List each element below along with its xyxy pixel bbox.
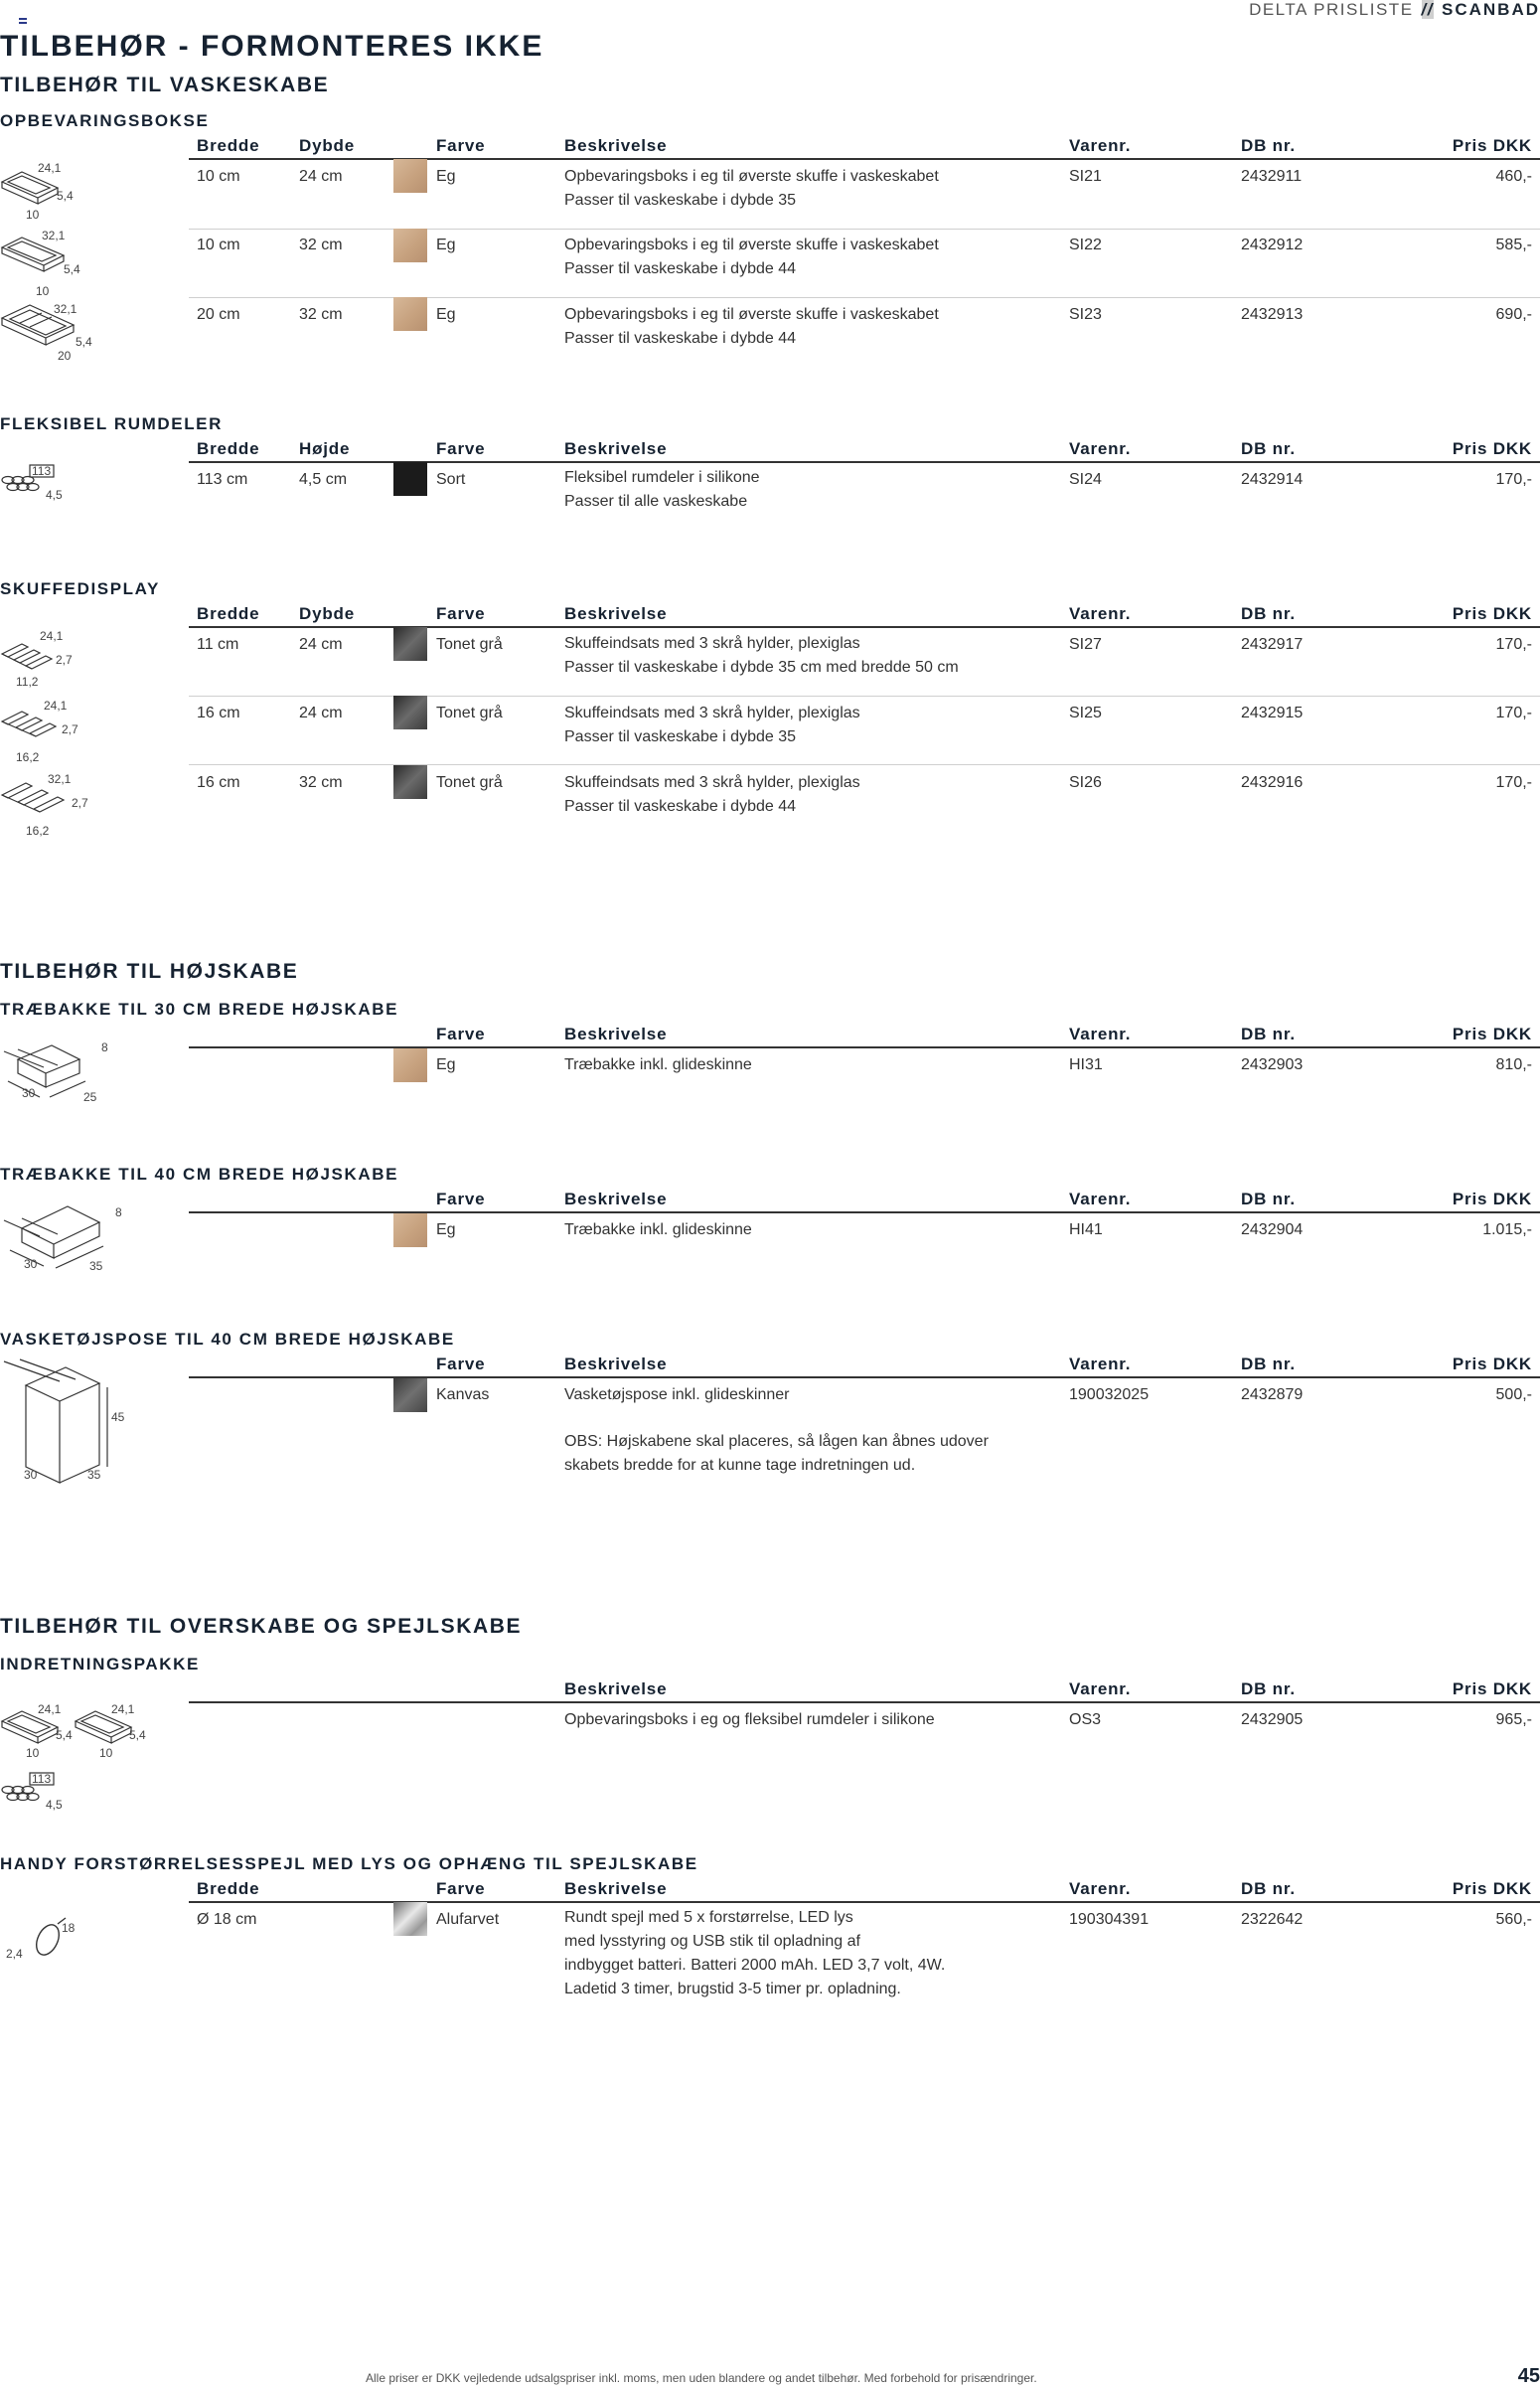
cell-bredde: 16 cm	[197, 705, 240, 721]
dim-label: 2,7	[56, 653, 73, 667]
cell-dbnr: 2432911	[1241, 168, 1303, 185]
dim-label: 16,2	[26, 824, 50, 838]
cell-hojde: 4,5 cm	[299, 471, 348, 488]
dim-label: 5,4	[76, 335, 92, 349]
col-header-beskrivelse: Beskrivelse	[564, 439, 668, 458]
col-header-beskrivelse: Beskrivelse	[564, 136, 668, 155]
dim-label: 2,4	[6, 1947, 23, 1961]
cell-varenr: HI31	[1069, 1056, 1103, 1073]
cell-farve: Eg	[436, 306, 456, 323]
table-rule	[189, 461, 1540, 463]
table-rule	[189, 1376, 1540, 1378]
dim-label: 113	[32, 464, 52, 478]
cell-desc: Fleksibel rumdeler i silikone Passer til alle vaskeskabe	[564, 469, 760, 510]
table-rule	[189, 1701, 1540, 1703]
subsection-title-vasketojspose: VASKETØJSPOSE TIL 40 CM BREDE HØJSKABE	[0, 1330, 455, 1349]
col-header-dbnr: DB nr.	[1241, 1025, 1296, 1043]
color-swatch-sort	[393, 462, 427, 496]
cell-farve: Kanvas	[436, 1386, 490, 1403]
subsection-title-traebakke-40: TRÆBAKKE TIL 40 CM BREDE HØJSKABE	[0, 1165, 399, 1184]
cell-desc: Skuffeindsats med 3 skrå hylder, plexiglas Passer til vaskeskabe i dybde 35	[564, 705, 860, 745]
dimension-diagram-vasketojspose	[0, 1357, 129, 1487]
cell-farve: Tonet grå	[436, 636, 503, 653]
col-header-pris: Pris DKK	[1452, 1879, 1532, 1898]
col-header-varenr: Varenr.	[1069, 439, 1132, 458]
cell-desc: Opbevaringsboks i eg og fleksibel rumdeler i silikone	[564, 1711, 935, 1728]
cell-dbnr: 2432916	[1241, 774, 1304, 791]
dim-label: 20	[58, 349, 72, 363]
dim-label: 4,5	[46, 1798, 63, 1812]
col-header-varenr: Varenr.	[1069, 1190, 1132, 1208]
col-header-dbnr: DB nr.	[1241, 1190, 1296, 1208]
cell-varenr: SI23	[1069, 306, 1102, 323]
col-header-varenr: Varenr.	[1069, 1025, 1132, 1043]
section-title-vaskeskabe: TILBEHØR TIL VASKESKABE	[0, 74, 330, 96]
col-header-dbnr: DB nr.	[1241, 136, 1296, 155]
dimension-diagram-traebakke-30	[0, 1037, 119, 1107]
cell-pris: 810,-	[1495, 1056, 1532, 1073]
cell-farve: Eg	[436, 1056, 456, 1073]
cell-dbnr: 2322642	[1241, 1911, 1304, 1928]
row-divider	[189, 297, 1540, 298]
cell-bredde: 10 cm	[197, 168, 240, 185]
cell-desc: Opbevaringsboks i eg til øverste skuffe i vaskeskabet Passer til vaskeskabe i dybde 44	[564, 237, 939, 277]
color-swatch-kanvas	[393, 1378, 427, 1412]
cell-farve: Eg	[436, 237, 456, 253]
dim-label: 30	[24, 1257, 38, 1271]
cell-pris: 560,-	[1495, 1911, 1532, 1928]
col-header-beskrivelse: Beskrivelse	[564, 1679, 668, 1698]
cell-pris: 690,-	[1495, 306, 1532, 323]
cell-dbnr: 2432913	[1241, 306, 1304, 323]
row-divider	[189, 696, 1540, 697]
col-header-dbnr: DB nr.	[1241, 1354, 1296, 1373]
cell-farve: Alufarvet	[436, 1911, 500, 1928]
cell-varenr: SI22	[1069, 237, 1102, 253]
col-header-hojde: Højde	[299, 439, 351, 458]
cell-pris: 460,-	[1495, 168, 1532, 185]
cell-dbnr: 2432912	[1241, 237, 1304, 253]
cell-varenr: SI26	[1069, 774, 1102, 791]
cell-dbnr: 2432879	[1241, 1386, 1304, 1403]
cell-pris: 500,-	[1495, 1386, 1532, 1403]
page-number: 45	[1517, 2365, 1540, 2387]
dim-label: 35	[87, 1468, 101, 1482]
col-header-dbnr: DB nr.	[1241, 604, 1296, 623]
col-header-beskrivelse: Beskrivelse	[564, 604, 668, 623]
cell-desc: Vasketøjspose inkl. glideskinner	[564, 1386, 790, 1403]
table-rule	[189, 1046, 1540, 1048]
col-header-pris: Pris DKK	[1452, 1354, 1532, 1373]
col-header-beskrivelse: Beskrivelse	[564, 1025, 668, 1043]
cell-dybde: 24 cm	[299, 168, 343, 185]
col-header-farve: Farve	[436, 439, 486, 458]
cell-farve: Sort	[436, 471, 466, 488]
cell-bredde: 20 cm	[197, 306, 240, 323]
cell-pris: 170,-	[1495, 471, 1532, 488]
page-title: TILBEHØR - FORMONTERES IKKE	[0, 30, 544, 63]
subsection-title-opbevaringsbokse: OPBEVARINGSBOKSE	[0, 111, 210, 130]
dimension-diagram-skuffedisplay	[0, 622, 94, 846]
cell-pris: 170,-	[1495, 636, 1532, 653]
dim-label: 10	[99, 1746, 113, 1760]
color-swatch-eg	[393, 1213, 427, 1247]
color-swatch-tonet-gra	[393, 696, 427, 729]
row-divider	[189, 229, 1540, 230]
cell-dybde: 32 cm	[299, 306, 343, 323]
dim-label: 24,1	[38, 1702, 62, 1716]
cell-varenr: 190032025	[1069, 1386, 1150, 1403]
color-swatch-alufarvet	[393, 1902, 427, 1936]
col-header-bredde: Bredde	[197, 604, 260, 623]
dim-label: 24,1	[40, 629, 64, 643]
cell-dbnr: 2432904	[1241, 1221, 1304, 1238]
dim-label: 24,1	[111, 1702, 135, 1716]
col-header-pris: Pris DKK	[1452, 1679, 1532, 1698]
col-header-bredde: Bredde	[197, 1879, 260, 1898]
cell-varenr: OS3	[1069, 1711, 1102, 1728]
col-header-bredde: Bredde	[197, 136, 260, 155]
col-header-varenr: Varenr.	[1069, 1354, 1132, 1373]
table-rule	[189, 626, 1540, 628]
color-swatch-eg	[393, 229, 427, 262]
dimension-diagram-spejl	[0, 1906, 89, 1966]
cell-bredde: 10 cm	[197, 237, 240, 253]
col-header-dybde: Dybde	[299, 604, 355, 623]
cell-farve: Tonet grå	[436, 774, 503, 791]
col-header-beskrivelse: Beskrivelse	[564, 1190, 668, 1208]
col-header-varenr: Varenr.	[1069, 1679, 1132, 1698]
cell-bredde: 11 cm	[197, 636, 239, 653]
col-header-pris: Pris DKK	[1452, 604, 1532, 623]
menu-icon	[19, 18, 27, 24]
cell-pris: 965,-	[1495, 1711, 1532, 1728]
dim-label: 10	[26, 1746, 40, 1760]
cell-dybde: 32 cm	[299, 237, 343, 253]
cell-dbnr: 2432903	[1241, 1056, 1304, 1073]
col-header-farve: Farve	[436, 1190, 486, 1208]
cell-varenr: SI21	[1069, 168, 1102, 185]
cell-bredde: 16 cm	[197, 774, 240, 791]
col-header-farve: Farve	[436, 1354, 486, 1373]
cell-desc: Skuffeindsats med 3 skrå hylder, plexiglas Passer til vaskeskabe i dybde 44	[564, 774, 860, 815]
dim-label: 32,1	[54, 302, 77, 316]
dim-label: 5,4	[64, 262, 80, 276]
col-header-farve: Farve	[436, 136, 486, 155]
subsection-title-skuffedisplay: SKUFFEDISPLAY	[0, 579, 160, 598]
cell-farve: Eg	[436, 1221, 456, 1238]
dim-label: 35	[89, 1259, 103, 1273]
subsection-title-fleksibel-rumdeler: FLEKSIBEL RUMDELER	[0, 414, 223, 433]
dim-label: 32,1	[48, 772, 72, 786]
dim-label: 2,7	[62, 722, 78, 736]
dimension-diagram-traebakke-40	[0, 1198, 129, 1273]
dim-label: 16,2	[16, 750, 40, 764]
cell-dbnr: 2432914	[1241, 471, 1304, 488]
section-title-overskabe: TILBEHØR TIL OVERSKABE OG SPEJLSKABE	[0, 1615, 523, 1638]
col-header-beskrivelse: Beskrivelse	[564, 1354, 668, 1373]
subsection-title-spejl: HANDY FORSTØRRELSESSPEJL MED LYS OG OPHÆNG TIL SPEJLSKABE	[0, 1854, 698, 1873]
dim-label: 18	[62, 1921, 76, 1935]
cell-varenr: HI41	[1069, 1221, 1103, 1238]
cell-desc: Opbevaringsboks i eg til øverste skuffe i vaskeskabet Passer til vaskeskabe i dybde 44	[564, 306, 939, 347]
color-swatch-eg	[393, 1048, 427, 1082]
cell-pris: 170,-	[1495, 774, 1532, 791]
col-header-pris: Pris DKK	[1452, 1190, 1532, 1208]
cell-dybde: 32 cm	[299, 774, 343, 791]
table-rule	[189, 158, 1540, 160]
col-header-varenr: Varenr.	[1069, 136, 1132, 155]
dim-label: 10	[36, 284, 50, 298]
col-header-dbnr: DB nr.	[1241, 439, 1296, 458]
dim-label: 24,1	[38, 161, 62, 175]
table-rule	[189, 1901, 1540, 1903]
cell-desc: Rundt spejl med 5 x forstørrelse, LED lys med lysstyring og USB stik til opladning af indbygget batteri. Batteri 2000 mAh. LED 3,7 volt, 4W. Ladetid 3 timer, brugstid 3-5 timer pr. opladning.	[564, 1909, 946, 1997]
cell-varenr: SI27	[1069, 636, 1102, 653]
cell-desc: Træbakke inkl. glideskinne	[564, 1221, 752, 1238]
col-header-bredde: Bredde	[197, 439, 260, 458]
cell-farve: Eg	[436, 168, 456, 185]
col-header-farve: Farve	[436, 604, 486, 623]
cell-desc: Skuffeindsats med 3 skrå hylder, plexiglas Passer til vaskeskabe i dybde 35 cm med bredde 50 cm	[564, 635, 959, 676]
footer-disclaimer: Alle priser er DKK vejledende udsalgspriser inkl. moms, men uden blandere og andet tilbehør. Med forbehold for prisændringer.	[366, 2371, 1037, 2385]
dim-label: 8	[115, 1205, 122, 1219]
col-header-dybde: Dybde	[299, 136, 355, 155]
color-swatch-tonet-gra	[393, 765, 427, 799]
col-header-pris: Pris DKK	[1452, 1025, 1532, 1043]
cell-pris: 1.015,-	[1482, 1221, 1532, 1238]
dim-label: 32,1	[42, 229, 66, 242]
subsection-title-traebakke-30: TRÆBAKKE TIL 30 CM BREDE HØJSKABE	[0, 1000, 399, 1019]
dimension-diagram-opbevaringsbokse	[0, 154, 92, 368]
col-header-varenr: Varenr.	[1069, 1879, 1132, 1898]
dim-label: 4,5	[46, 488, 63, 502]
cell-pris: 585,-	[1495, 237, 1532, 253]
dimension-diagram-fleksibel-rumdeler	[0, 457, 79, 507]
col-header-farve: Farve	[436, 1025, 486, 1043]
col-header-dbnr: DB nr.	[1241, 1879, 1296, 1898]
dim-label: 11,2	[16, 675, 39, 689]
color-swatch-eg	[393, 297, 427, 331]
dim-label: 30	[22, 1086, 36, 1100]
subsection-title-indretningspakke: INDRETNINGSPAKKE	[0, 1655, 200, 1673]
cell-desc: Opbevaringsboks i eg til øverste skuffe i vaskeskabet Passer til vaskeskabe i dybde 35	[564, 168, 939, 209]
cell-desc: Træbakke inkl. glideskinne	[564, 1056, 752, 1073]
dim-label: 113	[32, 1772, 52, 1786]
cell-varenr: SI24	[1069, 471, 1102, 488]
cell-pris: 170,-	[1495, 705, 1532, 721]
col-header-pris: Pris DKK	[1452, 439, 1532, 458]
dim-label: 25	[83, 1090, 97, 1104]
table-rule	[189, 1211, 1540, 1213]
dim-label: 2,7	[72, 796, 88, 810]
dim-label: 45	[111, 1410, 125, 1424]
cell-farve: Tonet grå	[436, 705, 503, 721]
dim-label: 5,4	[57, 189, 74, 203]
section-title-hojskabe: TILBEHØR TIL HØJSKABE	[0, 960, 299, 983]
col-header-beskrivelse: Beskrivelse	[564, 1879, 668, 1898]
cell-varenr: SI25	[1069, 705, 1102, 721]
col-header-dbnr: DB nr.	[1241, 1679, 1296, 1698]
row-divider	[189, 764, 1540, 765]
cell-bredde: Ø 18 cm	[197, 1911, 257, 1928]
dim-label: 10	[26, 208, 40, 222]
color-swatch-eg	[393, 159, 427, 193]
col-header-varenr: Varenr.	[1069, 604, 1132, 623]
col-header-pris: Pris DKK	[1452, 136, 1532, 155]
cell-dybde: 24 cm	[299, 636, 343, 653]
brand-header: DELTA PRISLISTE // SCANBAD	[1249, 0, 1540, 19]
cell-dbnr: 2432905	[1241, 1711, 1304, 1728]
dim-label: 5,4	[56, 1728, 73, 1742]
col-header-farve: Farve	[436, 1879, 486, 1898]
dim-label: 5,4	[129, 1728, 146, 1742]
cell-varenr: 190304391	[1069, 1911, 1150, 1928]
note-obs: OBS: Højskabene skal placeres, så lågen kan åbnes udover skabets bredde for at kunne tage indretningen ud.	[564, 1433, 989, 1474]
dimension-diagram-indretningspakke	[0, 1695, 159, 1815]
dim-label: 24,1	[44, 699, 68, 713]
dim-label: 30	[24, 1468, 38, 1482]
cell-dbnr: 2432915	[1241, 705, 1304, 721]
dim-label: 8	[101, 1040, 108, 1054]
cell-bredde: 113 cm	[197, 471, 248, 488]
color-swatch-tonet-gra	[393, 627, 427, 661]
cell-dybde: 24 cm	[299, 705, 343, 721]
cell-dbnr: 2432917	[1241, 636, 1304, 653]
